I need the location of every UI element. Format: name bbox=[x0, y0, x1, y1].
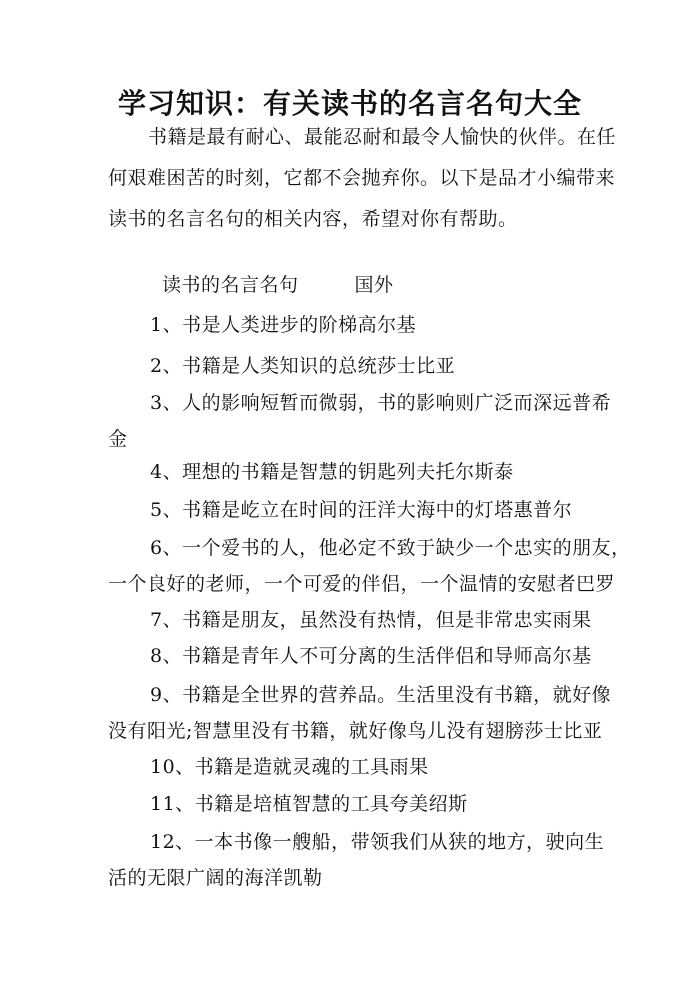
quote-7: 7、书籍是朋友，虽然没有热情，但是非常忠实雨果 bbox=[150, 609, 592, 631]
section-heading-label: 读书的名言名句 bbox=[162, 274, 299, 296]
intro-line-2: 何艰难困苦的时刻，它都不会抛弃你。以下是品才小编带来 bbox=[108, 167, 616, 189]
quote-1: 1、书是人类进步的阶梯高尔基 bbox=[150, 314, 417, 336]
quote-11: 11、书籍是培植智慧的工具夸美绍斯 bbox=[150, 793, 468, 815]
quote-10: 10、书籍是造就灵魂的工具雨果 bbox=[150, 756, 429, 778]
quote-6-line-2: 一个良好的老师，一个可爱的伴侣，一个温情的安慰者巴罗 bbox=[108, 573, 616, 595]
section-heading-category: 国外 bbox=[354, 274, 394, 296]
section-heading bbox=[162, 272, 394, 298]
quote-12-line-1: 12、一本书像一艘船，带领我们从狭的地方，驶向生 bbox=[150, 831, 605, 853]
quote-3-line-1: 3、人的影响短暂而微弱，书的影响则广泛而深远普希 bbox=[150, 392, 612, 414]
quote-2: 2、书籍是人类知识的总统莎士比亚 bbox=[150, 355, 456, 377]
quote-9-line-1: 9、书籍是全世界的营养品。生活里没有书籍，就好像 bbox=[150, 684, 612, 706]
intro-line-3: 读书的名言名句的相关内容，希望对你有帮助。 bbox=[108, 208, 518, 230]
quote-12-line-2: 活的无限广阔的海洋凯勒 bbox=[108, 867, 323, 889]
page-title: 学习知识：有关读书的名言名句大全 bbox=[117, 87, 582, 120]
quote-6-line-1: 6、一个爱书的人，他必定不致于缺少一个忠实的朋友， bbox=[150, 537, 631, 559]
quote-9-line-2: 没有阳光;智慧里没有书籍，就好像鸟儿没有翅膀莎士比亚 bbox=[108, 720, 603, 742]
quote-3-line-2: 金 bbox=[108, 428, 128, 450]
quote-4: 4、理想的书籍是智慧的钥匙列夫托尔斯泰 bbox=[150, 461, 514, 483]
quote-8: 8、书籍是青年人不可分离的生活伴侣和导师高尔基 bbox=[150, 645, 592, 667]
quote-5: 5、书籍是屹立在时间的汪洋大海中的灯塔惠普尔 bbox=[150, 499, 573, 521]
intro-line-1: 书籍是最有耐心、最能忍耐和最令人愉快的伙伴。在任 bbox=[148, 126, 617, 148]
